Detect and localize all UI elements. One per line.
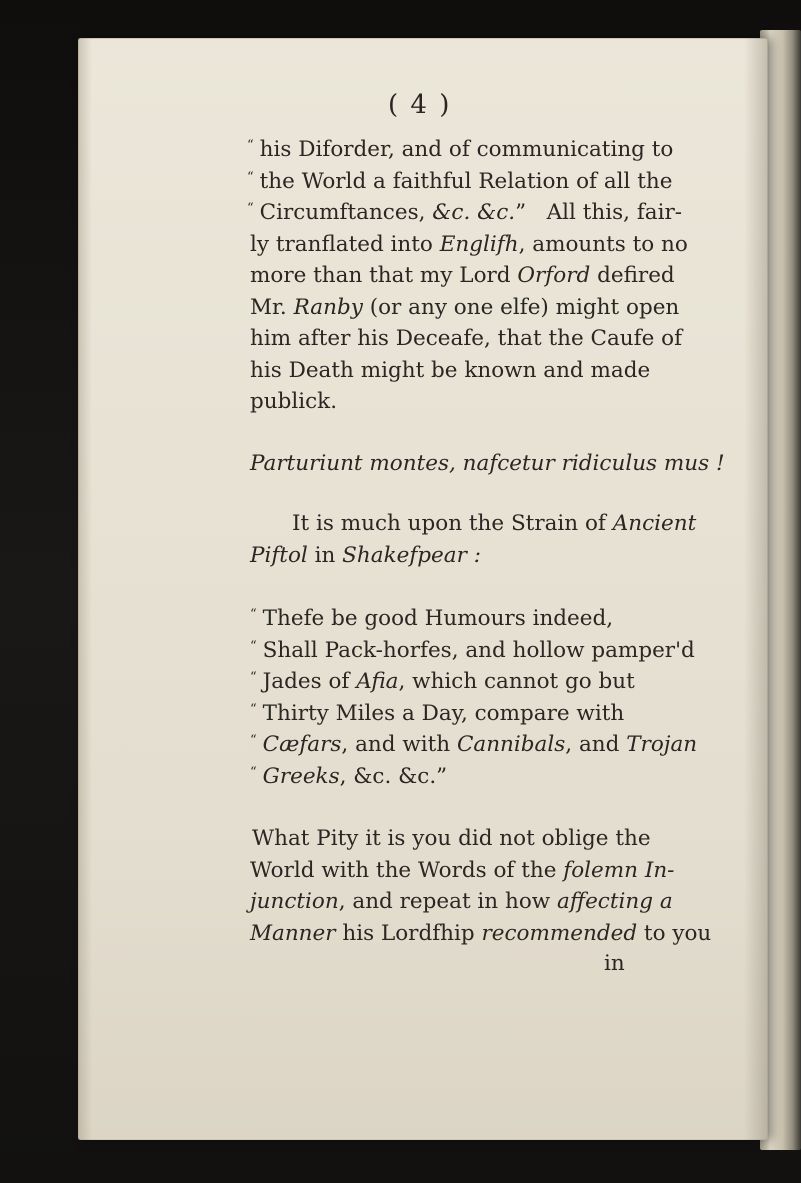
paragraph-2-line-1: It is much upon the Strain of Ancient [292, 511, 697, 536]
page-number: ( 4 ) [388, 90, 452, 120]
paragraph-3-line-1: What Pity it is you did not oblige the [252, 826, 651, 851]
quotation-line-5: “ Cæfars, and with Cannibals, and Trojan [250, 732, 698, 757]
paragraph-3-line-2: World with the Words of the folemn In- [250, 858, 675, 883]
paragraph-1-line-1: “ his Diforder, and of communicating to [247, 137, 674, 162]
paragraph-1-line-7: him after his Deceafe, that the Caufe of [250, 326, 683, 351]
quotation-line-2: “ Shall Pack-horfes, and hollow pamper'd [250, 638, 695, 663]
paragraph-1-line-2: “ the World a faithful Relation of all the [247, 169, 673, 194]
paragraph-1-line-6: Mr. Ranby (or any one elfe) might open [250, 295, 680, 320]
paragraph-3-line-4: Manner his Lordfhip recommended to you [250, 921, 712, 946]
paragraph-1-line-4: ly tranflated into Englifh, amounts to no [250, 232, 688, 257]
paragraph-1-line-8: his Death might be known and made [250, 358, 651, 383]
catchword: in [604, 951, 625, 976]
quotation-line-6: “ Greeks, &c. &c.” [250, 764, 448, 789]
paragraph-1-line-5: more than that my Lord Orford defired [250, 263, 675, 288]
paragraph-1-line-3: “ Circumftances, &c. &c.” All this, fair- [247, 200, 683, 225]
quotation-line-3: “ Jades of Afia, which cannot go but [250, 669, 635, 694]
paragraph-2-line-2: Piftol in Shakefpear : [250, 543, 481, 568]
quotation-line-1: “ Thefe be good Humours indeed, [250, 606, 614, 631]
quotation-line-4: “ Thirty Miles a Day, compare with [250, 701, 625, 726]
latin-quote: Parturiunt montes, nafcetur ridiculus mus ! [250, 451, 725, 476]
paragraph-3-line-3: junction, and repeat in how affecting a [250, 889, 673, 914]
paragraph-1-line-9: publick. [250, 389, 338, 414]
